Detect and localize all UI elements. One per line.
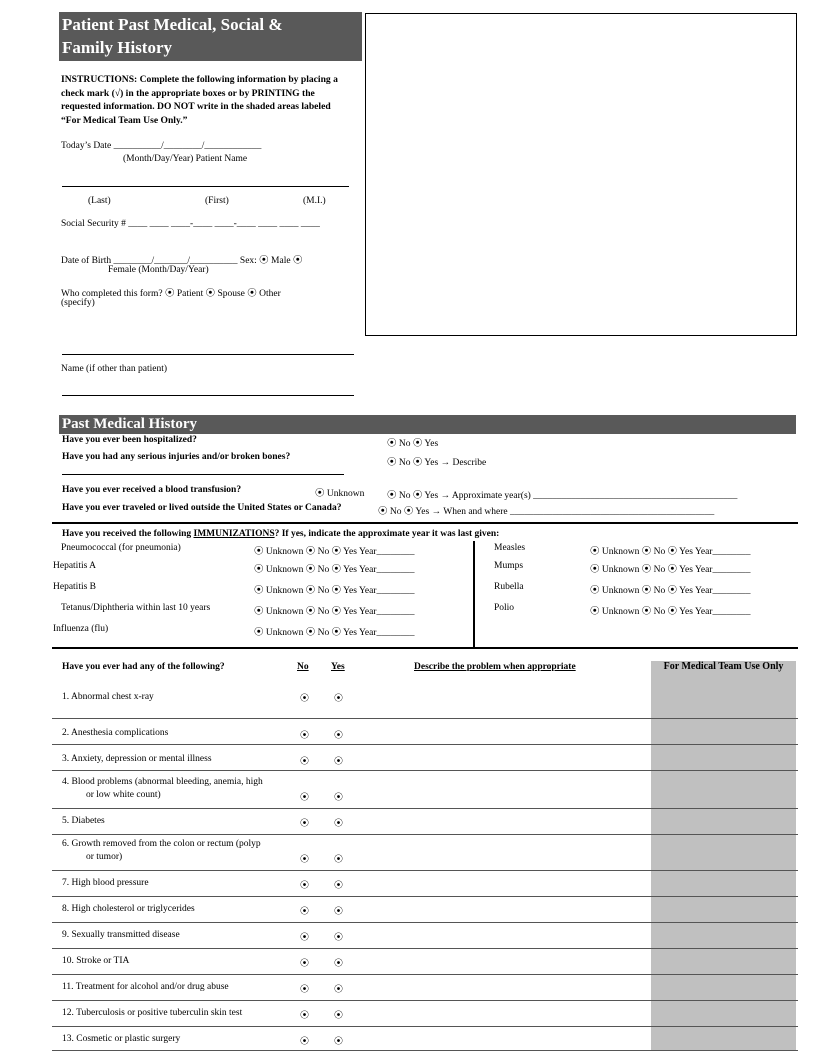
row-divider xyxy=(52,1050,798,1051)
specify-line[interactable] xyxy=(62,354,354,355)
no-radio[interactable]: ⦿ xyxy=(300,854,310,864)
yes-radio[interactable]: ⦿ xyxy=(334,756,344,766)
medical-team-header: For Medical Team Use Only xyxy=(663,661,784,672)
condition-label: 9. Sexually transmitted disease xyxy=(62,930,180,940)
no-radio[interactable]: ⦿ xyxy=(300,958,310,968)
dob-field[interactable]: Date of Birth ________/_______/__________ Sex: ⦿ Male ⦿ xyxy=(61,256,303,266)
name-mi-label: (M.I.) xyxy=(303,196,326,206)
todays-date-field[interactable]: Today’s Date __________/________/____________ xyxy=(61,141,262,151)
row-divider xyxy=(52,834,798,835)
row-divider xyxy=(52,718,798,719)
row-divider xyxy=(52,1000,798,1001)
condition-label: 4. Blood problems (abnormal bleeding, anemia, high xyxy=(62,777,263,787)
immunization-name: Polio xyxy=(494,603,515,613)
condition-label-continued: or low white count) xyxy=(86,790,161,800)
col-yes-header: Yes xyxy=(331,662,345,672)
instructions-text: INSTRUCTIONS: Complete the following information by placing a check mark (√) in the appropriate boxes or by PRINTING the requested information. DO NOT write in the shaded areas labeled “For Medical Team Use Only.” xyxy=(61,74,338,126)
immunizations-divider xyxy=(473,541,475,648)
yes-radio[interactable]: ⦿ xyxy=(334,792,344,802)
no-radio[interactable]: ⦿ xyxy=(300,906,310,916)
yes-radio[interactable]: ⦿ xyxy=(334,880,344,890)
immunizations-question xyxy=(62,529,499,539)
immunization-name: Mumps xyxy=(494,561,524,571)
condition-label: 11. Treatment for alcohol and/or drug abuse xyxy=(62,982,229,992)
immunization-options[interactable]: ⦿ Unknown ⦿ No ⦿ Yes Year________ xyxy=(254,607,415,617)
name-if-other-label: Name (if other than patient) xyxy=(61,364,168,374)
no-radio[interactable]: ⦿ xyxy=(300,1010,310,1020)
form-title xyxy=(59,12,362,61)
immunization-name: Rubella xyxy=(494,582,524,592)
patient-name-line[interactable] xyxy=(62,186,349,187)
condition-label: 1. Abnormal chest x-ray xyxy=(62,692,154,702)
row-divider xyxy=(52,974,798,975)
immunization-options[interactable]: ⦿ Unknown ⦿ No ⦿ Yes Year________ xyxy=(254,628,415,638)
condition-label: 7. High blood pressure xyxy=(62,878,149,888)
condition-label: 2. Anesthesia complications xyxy=(62,728,169,738)
col-no-header: No xyxy=(297,662,309,672)
yes-radio[interactable]: ⦿ xyxy=(334,1010,344,1020)
ssn-field[interactable]: Social Security # ____ ____ ____-____ ____-____ ____ ____ ____ xyxy=(61,219,320,229)
condition-label: 10. Stroke or TIA xyxy=(62,956,130,966)
yes-radio[interactable]: ⦿ xyxy=(334,854,344,864)
no-radio[interactable]: ⦿ xyxy=(300,730,310,740)
title-line-1: Patient Past Medical, Social & xyxy=(62,15,283,34)
divider xyxy=(52,522,798,524)
row-divider xyxy=(52,770,798,771)
dob-line2: Female (Month/Day/Year) xyxy=(108,265,209,275)
no-radio[interactable]: ⦿ xyxy=(300,1036,310,1046)
immunization-options[interactable]: ⦿ Unknown ⦿ No ⦿ Yes Year________ xyxy=(590,607,751,617)
no-radio[interactable]: ⦿ xyxy=(300,932,310,942)
condition-label: 6. Growth removed from the colon or rectum (polyp xyxy=(62,839,261,849)
hospitalized-options[interactable]: ⦿ No ⦿ Yes xyxy=(387,439,439,449)
medical-team-shaded-area xyxy=(651,661,796,1050)
col-describe-header: Describe the problem when appropriate xyxy=(414,662,576,672)
immunization-options[interactable]: ⦿ Unknown ⦿ No ⦿ Yes Year________ xyxy=(254,586,415,596)
immunizations-suffix: ? If yes, indicate the approximate year it was last given: xyxy=(274,529,500,539)
name-if-other-line[interactable] xyxy=(62,395,354,396)
no-radio[interactable]: ⦿ xyxy=(300,984,310,994)
yes-radio[interactable]: ⦿ xyxy=(334,932,344,942)
injuries-options[interactable]: ⦿ No ⦿ Yes → Describe xyxy=(387,458,487,468)
name-last-label: (Last) xyxy=(88,196,111,206)
immunization-name: Measles xyxy=(494,543,526,553)
yes-radio[interactable]: ⦿ xyxy=(334,906,344,916)
transfusion-unknown[interactable]: ⦿ Unknown xyxy=(315,489,365,499)
row-divider xyxy=(52,808,798,809)
injuries-describe-line[interactable] xyxy=(62,474,344,475)
immunization-options[interactable]: ⦿ Unknown ⦿ No ⦿ Yes Year________ xyxy=(254,565,415,575)
yes-radio[interactable]: ⦿ xyxy=(334,958,344,968)
condition-label: 3. Anxiety, depression or mental illness xyxy=(62,754,212,764)
yes-radio[interactable]: ⦿ xyxy=(334,984,344,994)
condition-label: 13. Cosmetic or plastic surgery xyxy=(62,1034,181,1044)
transfusion-question: Have you ever received a blood transfusion? xyxy=(62,485,242,495)
immunization-options[interactable]: ⦿ Unknown ⦿ No ⦿ Yes Year________ xyxy=(590,586,751,596)
yes-radio[interactable]: ⦿ xyxy=(334,1036,344,1046)
row-divider xyxy=(52,1026,798,1027)
who-completed-specify: (specify) xyxy=(61,298,95,308)
injuries-question: Have you had any serious injuries and/or broken bones? xyxy=(62,452,291,462)
past-medical-history-header: Past Medical History xyxy=(59,415,796,434)
conditions-question: Have you ever had any of the following? xyxy=(62,662,225,672)
no-radio[interactable]: ⦿ xyxy=(300,693,310,703)
row-divider xyxy=(52,922,798,923)
no-radio[interactable]: ⦿ xyxy=(300,818,310,828)
title-line-2: Family History xyxy=(62,38,173,57)
immunization-name: Pneumococcal (for pneumonia) xyxy=(61,543,181,553)
immunization-options[interactable]: ⦿ Unknown ⦿ No ⦿ Yes Year________ xyxy=(254,547,415,557)
no-radio[interactable]: ⦿ xyxy=(300,756,310,766)
immunizations-underlined: IMMUNIZATIONS xyxy=(193,529,275,539)
condition-label-continued: or tumor) xyxy=(86,852,123,862)
travel-options[interactable]: ⦿ No ⦿ Yes → When and where ___________________________________________ xyxy=(378,507,715,517)
immunization-name: Hepatitis B xyxy=(53,582,97,592)
no-radio[interactable]: ⦿ xyxy=(300,880,310,890)
immunization-options[interactable]: ⦿ Unknown ⦿ No ⦿ Yes Year________ xyxy=(590,565,751,575)
name-first-label: (First) xyxy=(205,196,229,206)
who-completed-field[interactable]: Who completed this form? ⦿ Patient ⦿ Spouse ⦿ Other xyxy=(61,289,281,299)
condition-label: 8. High cholesterol or triglycerides xyxy=(62,904,195,914)
no-radio[interactable]: ⦿ xyxy=(300,792,310,802)
immunization-name: Influenza (flu) xyxy=(53,624,109,634)
row-divider xyxy=(52,896,798,897)
row-divider xyxy=(52,948,798,949)
row-divider xyxy=(52,870,798,871)
immunization-options[interactable]: ⦿ Unknown ⦿ No ⦿ Yes Year________ xyxy=(590,547,751,557)
blank-box xyxy=(365,13,797,336)
condition-label: 12. Tuberculosis or positive tuberculin skin test xyxy=(62,1008,243,1018)
hospitalized-question: Have you ever been hospitalized? xyxy=(62,435,197,445)
immunization-name: Tetanus/Diphtheria within last 10 years xyxy=(61,603,211,613)
yes-radio[interactable]: ⦿ xyxy=(334,693,344,703)
yes-radio[interactable]: ⦿ xyxy=(334,730,344,740)
transfusion-options[interactable]: ⦿ No ⦿ Yes → Approximate year(s) ___________________________________________ xyxy=(387,491,738,501)
immunizations-prefix: Have you received the following xyxy=(62,529,194,539)
yes-radio[interactable]: ⦿ xyxy=(334,818,344,828)
divider xyxy=(52,647,798,649)
travel-question: Have you ever traveled or lived outside the United States or Canada? xyxy=(62,503,342,513)
date-format-label: (Month/Day/Year) Patient Name xyxy=(123,154,248,164)
condition-label: 5. Diabetes xyxy=(62,816,105,826)
row-divider xyxy=(52,744,798,745)
immunization-name: Hepatitis A xyxy=(53,561,97,571)
